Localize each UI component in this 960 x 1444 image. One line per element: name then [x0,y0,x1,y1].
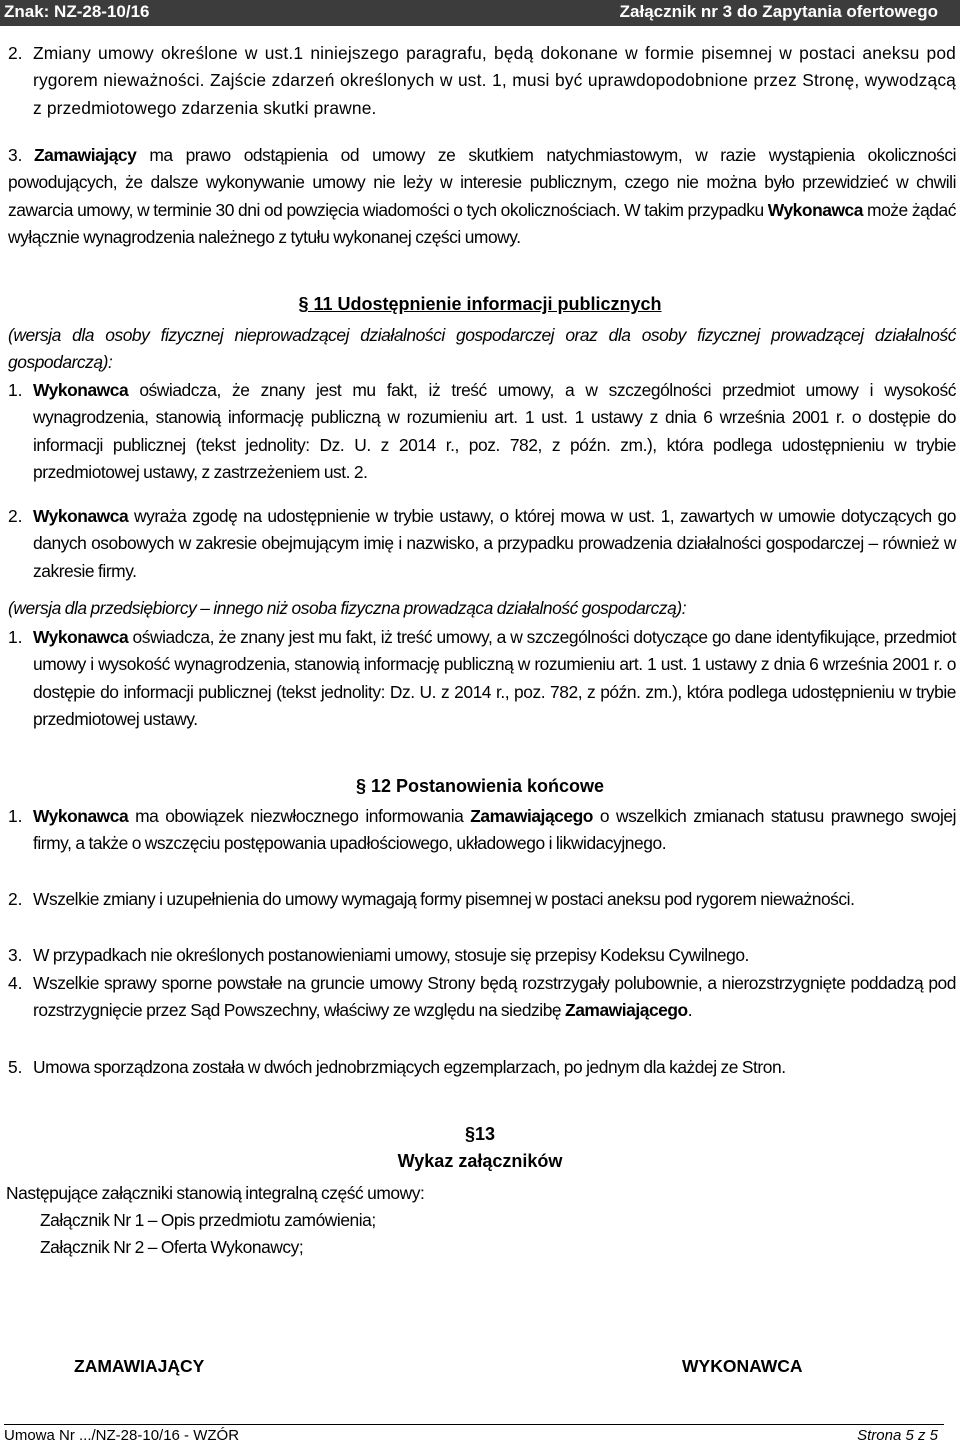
item-number: 4. [8,973,23,993]
consent-clause: Wykonawca wyraża zgodę na udostępnienie w trybie ustawy, o której mowa w ust. 1, zawartych w umowie dotyczących go danych osobowych w zakresie obejmującym imię i nazwisko, a przypadku prowadzenia działalności gospodarczej – również w zakresie firmy. [33,506,956,581]
final-provision: Wykonawca ma obowiązek niezwłocznego informowania Zamawiającego o wszelkich zmianach statusu prawnego swojej firmy, a także o wszczęciu postępowania upadłościowego, układowego i likwidacyjnego. [33,806,957,854]
version-note: (wersja dla osoby fizycznej nieprowadzącej działalności gospodarczej oraz dla osoby fizycznej prowadzącej działalność gospodarczą): [8,325,956,373]
final-provision: Umowa sporządzona została w dwóch jednobrzmiących egzemplarzach, po jednym dla każdej ze Stron. [33,1057,786,1077]
attachment-item: Załącznik Nr 1 – Opis przedmiotu zamówienia; [40,1210,376,1230]
attachment-item: Załącznik Nr 2 – Oferta Wykonawcy; [40,1237,304,1257]
item-number: 2. [8,889,23,909]
item-number: 5. [8,1057,23,1077]
paragraph-withdrawal: Zamawiający ma prawo odstąpienia od umowy ze skutkiem natychmiastowym, w razie wystąpienia okoliczności powodujących, że dalsze wykonywanie umowy nie leży w interesie publicznym, czego nie można było przewidzieć w chwili zawarcia umowy, w terminie 30 dni od powzięcia wiadomości o tych okolicznościach. W takim przypadku Wykonawca może żądać wyłącznie wynagrodzenia należnego z tytułu wykonanej części umowy. [8,145,956,247]
item-number: 2. [8,506,23,526]
footer-contract-number: Umowa Nr .../NZ-28-10/16 - WZÓR [4,1427,240,1444]
section-subtitle: Wykaz załączników [397,1151,563,1171]
item-number: 1. [8,627,23,647]
page-number: Strona 5 z 5 [857,1427,938,1444]
disclosure-clause: Wykonawca oświadcza, że znany jest mu fakt, iż treść umowy, a w szczególności przedmiot umowy i wysokość wynagrodzenia, stanowią informację publiczną w rozumieniu art. 1 ust. 1 ustawy z dnia 6 września 2001 r. o dostępie do informacji publicznej (tekst jednolity: Dz. U. z 2014 r., poz. 782, z późn. zm.), która podlega udostępnieniu w trybie przedmiotowej ustawy, z zastrzeżeniem ust. 2. [33,380,956,482]
final-provision: Wszelkie zmiany i uzupełnienia do umowy wymagają formy pisemnej w postaci aneksu pod rygorem nieważności. [33,889,855,909]
party-name: Wykonawca [767,199,863,220]
section-title: § 11 Udostępnienie informacji publicznych [298,294,662,314]
item-number: 2. [8,43,23,63]
disclosure-clause: Wykonawca oświadcza, że znany jest mu fakt, iż treść umowy, a w szczególności dotyczące go dane identyfikujące, przedmiot umowy i wysokość wynagrodzenia, stanowią informację publiczną w rozumieniu art. 1 ust. 1 ustawy z dnia 6 września 2001 r. o dostępie do informacji publicznej (tekst jednolity: Dz. U. z 2014 r., poz. 782, z późn. zm.), która podlega udostępnieniu w trybie przedmiotowej ustawy. [33,627,956,729]
page-header [0,0,960,26]
section-title: §13 [464,1124,496,1144]
item-number: 3. [8,945,23,965]
footer-divider [4,1424,944,1425]
document-reference: Znak: NZ-28-10/16 [4,2,150,21]
section-title: § 12 Postanowienia końcowe [355,776,605,796]
signature-ordering-party: ZAMAWIAJĄCY [74,1356,205,1376]
paragraph-amendments: Zmiany umowy określone w ust.1 niniejszego paragrafu, będą dokonane w formie pisemnej w postaci aneksu pod rygorem nieważności. Zajście zdarzeń określonych w ust. 1, musi być uprawdopodobnione przez Stronę, wywodzącą z przedmiotowego zdarzenia skutki prawne. [33,43,956,118]
version-note: (wersja dla przedsiębiorcy – innego niż osoba fizyczna prowadząca działalność gospodarczą): [8,598,687,618]
attachment-label: Załącznik nr 3 do Zapytania ofertowego [619,2,938,21]
party-name: Zamawiający [34,145,137,165]
item-number: 3. [8,145,23,165]
item-number: 1. [8,806,23,826]
attachments-intro: Następujące załączniki stanowią integralną część umowy: [6,1183,425,1203]
final-provision: Wszelkie sprawy sporne powstałe na gruncie umowy Strony będą rozstrzygały polubownie, a nierozstrzygnięte poddadzą pod rozstrzygnięcie przez Sąd Powszechny, właściwy ze względu na siedzibę Zamawiającego. [33,973,956,1021]
item-number: 1. [8,380,23,400]
signature-contractor: WYKONAWCA [682,1356,803,1376]
final-provision: W przypadkach nie określonych postanowieniami umowy, stosuje się przepisy Kodeksu Cywilnego. [33,945,749,965]
